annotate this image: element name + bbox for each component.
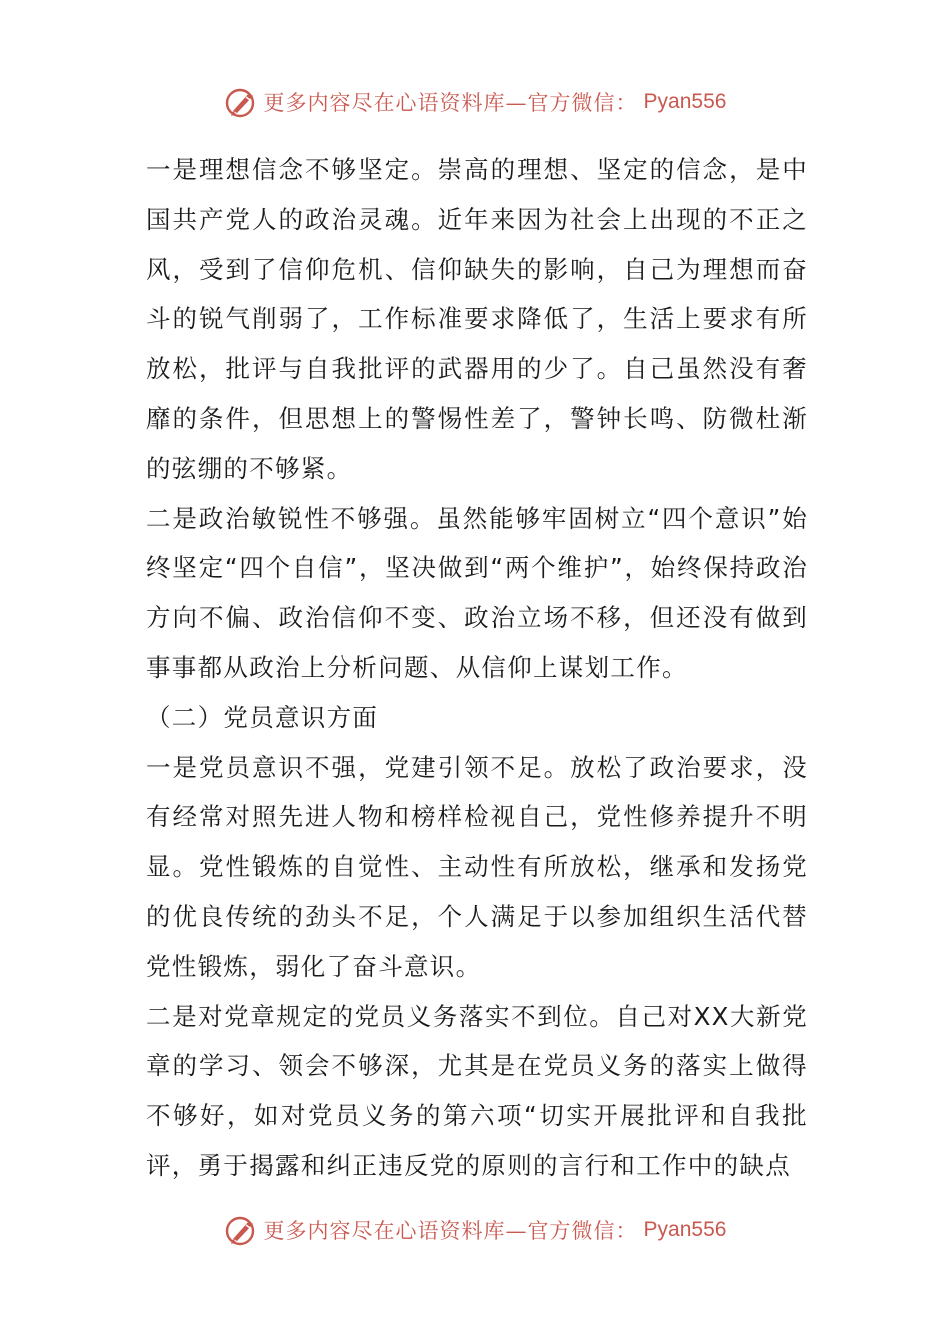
- pen-logo-icon: [224, 85, 258, 119]
- watermark-header: [0, 80, 950, 124]
- paragraph-ideals: 一是理想信念不够坚定。崇高的理想、坚定的信念，是中国共产党人的政治灵魂。近年来因为社会上出现的不正之风，受到了信仰危机、信仰缺失的影响，自己为理想而奋斗的锐气削弱了，工作标准要求降低了，生活上要求有所放松，批评与自我批评的武器用的少了。自己虽然没有奢靡的条件，但思想上的警惕性差了，警钟长鸣、防微杜渐的弦绷的不够紧。: [146, 155, 808, 483]
- section-heading-party-awareness: （二）党员意识方面: [146, 702, 379, 732]
- paragraph-party-constitution: 二是对党章规定的党员义务落实不到位。自己对XX大新党章的学习、领会不够深，尤其是在党员义务的落实上做得不够好，如对党员义务的第六项“切实开展批评和自我批评，勇于揭露和纠正违反党的原则的言行和工作中的缺点: [146, 1001, 808, 1180]
- watermark-handle: Pyan556: [643, 1218, 727, 1241]
- document-body: [146, 145, 808, 1191]
- watermark-footer: [0, 1208, 950, 1252]
- paragraph-political-sensitivity: 二是政治敏锐性不够强。虽然能够牢固树立“四个意识”始终坚定“四个自信”，坚决做到“两个维护”，始终保持政治方向不偏、政治信仰不变、政治立场不移，但还没有做到事事都从政治上分析问题、从信仰上谋划工作。: [146, 503, 808, 682]
- watermark-handle: Pyan556: [643, 90, 727, 113]
- watermark-text: 更多内容尽在心语资料库—官方微信：: [263, 1219, 638, 1243]
- paragraph-party-awareness: 一是党员意识不强，党建引领不足。放松了政治要求，没有经常对照先进人物和榜样检视自己，党性修养提升不明显。党性锻炼的自觉性、主动性有所放松，继承和发扬党的优良传统的劲头不足，个人满足于以参加组织生活代替党性锻炼，弱化了奋斗意识。: [146, 752, 808, 981]
- pen-logo-icon: [224, 1213, 258, 1247]
- watermark-text: 更多内容尽在心语资料库—官方微信：: [263, 91, 638, 115]
